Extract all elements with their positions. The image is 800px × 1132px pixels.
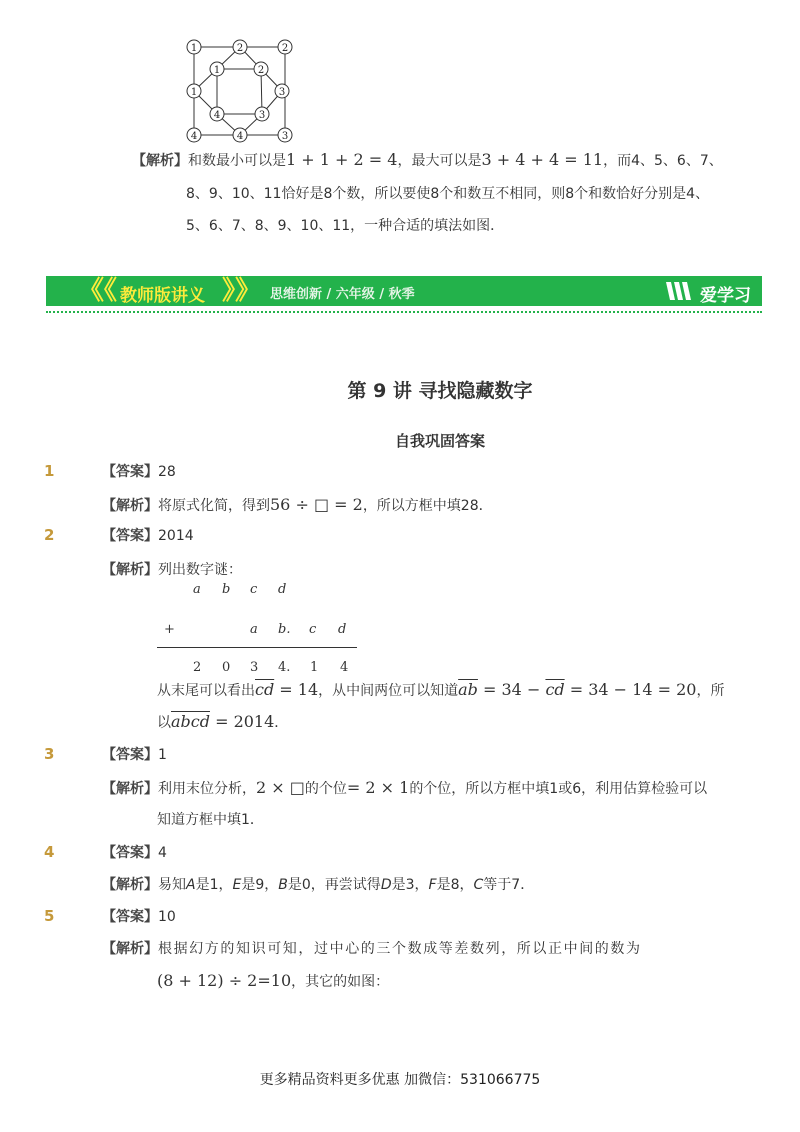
top-analysis-line1 <box>132 150 723 171</box>
answer-line <box>102 526 194 546</box>
analysis-tag: 【解析】 <box>102 562 158 578</box>
analysis-text: 利用末位分析， <box>158 781 256 797</box>
answer-tag: 【答案】 <box>102 845 158 861</box>
variable: A <box>186 877 196 893</box>
item-number: 4 <box>44 843 55 861</box>
analysis-text: 以 <box>157 715 171 731</box>
math-expression: (8 + 12) ÷ 2=10 <box>157 971 292 990</box>
analysis-line <box>102 939 642 959</box>
math-expression: 2 × □ <box>256 778 305 797</box>
answer-tag: 【答案】 <box>102 909 158 925</box>
analysis-text: ，其它的如图： <box>291 974 390 990</box>
math-expression: 1 + 1 + 2 = 4 <box>286 150 398 169</box>
analysis-text: 易知 <box>158 877 186 893</box>
analysis-line <box>102 778 707 799</box>
variable: F <box>428 877 437 893</box>
analysis-text: ，而4、5、6、7、 <box>603 153 723 169</box>
logo-icon <box>664 280 696 302</box>
number-graph-figure <box>180 36 300 146</box>
answer-tag: 【答案】 <box>102 464 158 480</box>
analysis-text: ，从中间两位可以知道 <box>318 683 459 699</box>
analysis-tag: 【解析】 <box>102 781 158 797</box>
analysis-text: ，所以方框中填28． <box>362 498 493 514</box>
analysis-line <box>102 560 242 580</box>
answer-line <box>102 907 176 927</box>
analysis-text: 和数最小可以是 <box>188 153 286 169</box>
puzzle-digit: d <box>278 582 287 597</box>
item-number: 5 <box>44 907 55 925</box>
puzzle-digit: a <box>193 582 201 597</box>
answer-line <box>102 843 167 863</box>
analysis-text: 的个位，所以方框中填1或6，利用估算检验可以 <box>409 781 708 797</box>
analysis-text: 从末尾可以看出 <box>157 683 255 699</box>
section-subtitle: 自我巩固答案 <box>394 432 485 450</box>
puzzle-digit: 0 <box>222 660 231 675</box>
math-expression: 56 ÷ □ = 2 <box>270 495 363 514</box>
puzzle-digit: c <box>309 622 317 637</box>
item-number: 3 <box>44 745 55 763</box>
graph-node: 3 <box>281 131 289 142</box>
graph-node: 1 <box>213 65 221 76</box>
chevrons-right-icon: 》》 <box>222 276 262 306</box>
puzzle-digit: a <box>250 622 258 637</box>
analysis-text: ． <box>274 715 289 731</box>
graph-node: 2 <box>236 43 244 54</box>
answer-value: 10 <box>158 909 176 925</box>
graph-node: 4 <box>236 131 244 142</box>
graph-node: 3 <box>278 87 286 98</box>
variable: E <box>232 877 242 893</box>
top-analysis-line3: 5、6、7、8、9、10、11，一种合适的填法如图． <box>186 218 505 234</box>
math-expression: = 34 − <box>477 680 546 699</box>
graph-node: 4 <box>190 131 198 142</box>
analysis-text: 列出数字谜： <box>158 562 242 578</box>
graph-node: 2 <box>281 43 289 54</box>
puzzle-digit: d <box>338 622 347 637</box>
analysis-line <box>102 495 493 516</box>
answer-value: 4 <box>158 845 167 861</box>
puzzle-digit: 1 <box>310 660 319 675</box>
puzzle-digit: 3 <box>250 660 259 675</box>
puzzle-digit: c <box>250 582 258 597</box>
answer-line <box>102 462 176 482</box>
analysis-line <box>102 875 534 895</box>
analysis-text: ，最大可以是 <box>397 153 482 169</box>
analysis-text: 是3， <box>391 877 429 893</box>
answer-tag: 【答案】 <box>102 747 158 763</box>
puzzle-digit: b <box>222 582 231 597</box>
analysis-text: 是9， <box>241 877 279 893</box>
analysis-text: 将原式化简，得到 <box>158 498 270 514</box>
header-subtitle: 思维创新 / 六年级 / 秋季 <box>270 287 415 302</box>
analysis-line <box>157 680 724 701</box>
puzzle-plus: + <box>164 622 175 637</box>
answer-value: 2014 <box>158 528 194 544</box>
analysis-tag: 【解析】 <box>102 498 158 514</box>
lecture-title: 第 9 讲 寻找隐藏数字 <box>347 380 533 402</box>
math-expression: 3 + 4 + 4 = 11 <box>481 150 604 169</box>
analysis-text: 的个位 <box>304 781 347 797</box>
answer-value: 28 <box>158 464 176 480</box>
math-overline: $\overline{cd}$ <box>255 680 275 699</box>
footer-text: 更多精品资料更多优惠 加微信：531066775 <box>259 1072 541 1088</box>
math-overline: abcd <box>171 712 210 731</box>
math-overline: $\overline{ab}$ <box>458 680 478 699</box>
analysis-text: ，所 <box>696 683 725 699</box>
item-number: 2 <box>44 526 55 544</box>
analysis-text: 等于7． <box>483 877 535 893</box>
graph-node: 1 <box>190 43 198 54</box>
graph-node: 2 <box>257 65 265 76</box>
math-expression: = 14 <box>274 680 319 699</box>
graph-node: 3 <box>258 110 266 121</box>
analysis-tag: 【解析】 <box>102 877 158 893</box>
answer-value: 1 <box>158 747 167 763</box>
analysis-text: 根据幻方的知识可知，过中心的三个数成等差数列，所以正中间的数为 <box>158 941 642 957</box>
puzzle-digit: 4 <box>340 660 349 675</box>
variable: D <box>380 877 392 893</box>
header-title: 教师版讲义 <box>120 286 205 306</box>
analysis-line <box>157 971 389 992</box>
analysis-tag: 【解析】 <box>132 153 188 169</box>
answer-line <box>102 745 167 765</box>
answer-tag: 【答案】 <box>102 528 158 544</box>
analysis-text: 是8， <box>436 877 474 893</box>
graph-node: 4 <box>213 110 221 121</box>
math-expression: = 2 × 1 <box>346 778 410 797</box>
analysis-text: 是1， <box>195 877 233 893</box>
math-overline: $\overline{cd}$ <box>545 680 565 699</box>
item-number: 1 <box>44 462 55 480</box>
graph-node: 1 <box>190 87 198 98</box>
puzzle-sum-line <box>157 647 357 648</box>
header-logo: 爱学习 <box>700 286 751 306</box>
puzzle-digit: 2 <box>193 660 202 675</box>
math-expression: = 2014 <box>209 712 275 731</box>
analysis-tag: 【解析】 <box>102 941 158 957</box>
analysis-line: 知道方框中填1． <box>157 812 264 828</box>
chevrons-left-icon: 《《 <box>78 276 118 306</box>
math-expression: = 34 − 14 = 20 <box>564 680 697 699</box>
puzzle-digit: b. <box>278 622 291 637</box>
variable: C <box>473 877 484 893</box>
variable: B <box>278 877 288 893</box>
puzzle-digit: 4. <box>278 660 291 675</box>
header-divider <box>46 311 762 313</box>
analysis-line <box>157 712 288 733</box>
top-analysis-line2: 8、9、10、11恰好是8个数，所以要使8个和数互不相同，则8个和数恰好分别是4、 <box>186 186 710 202</box>
analysis-text: 是0，再尝试得 <box>287 877 381 893</box>
